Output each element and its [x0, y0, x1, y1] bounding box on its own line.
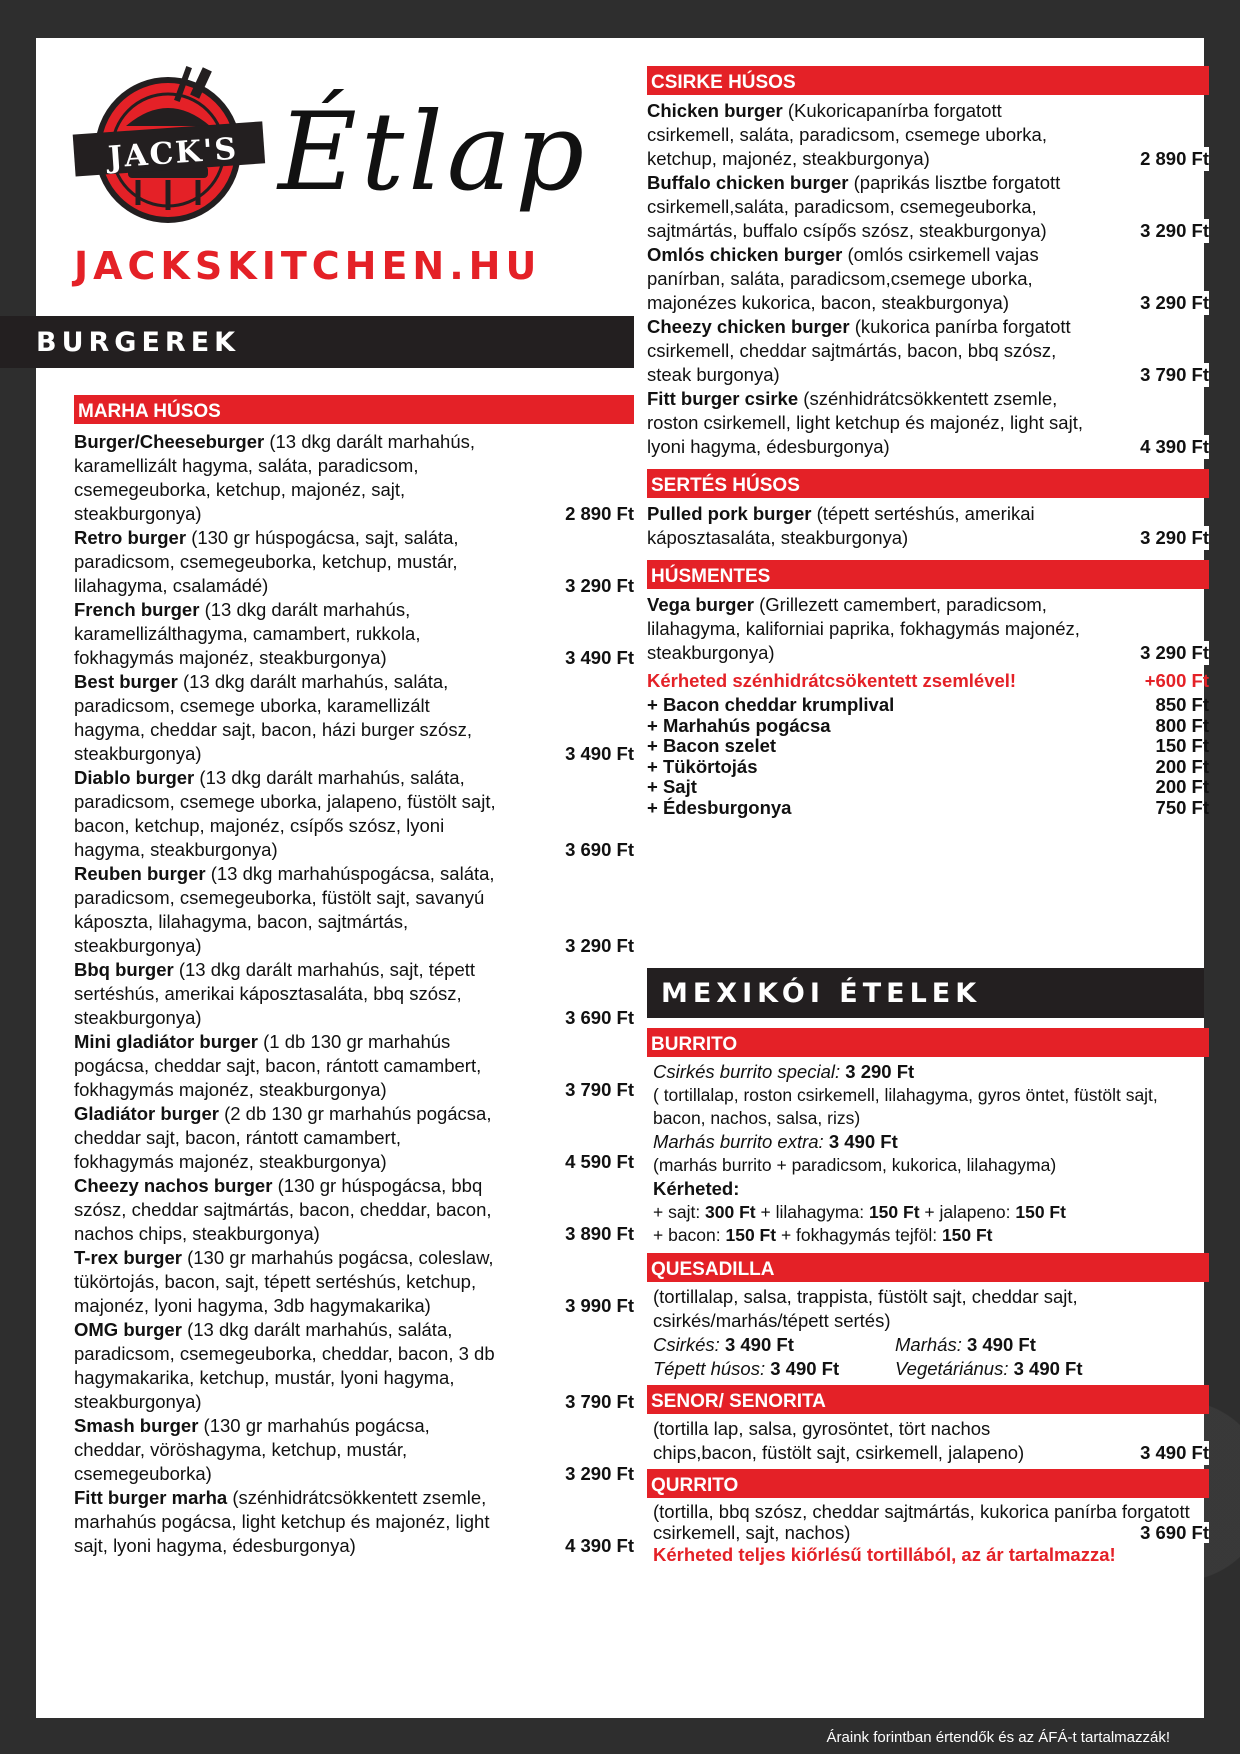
menu-item: [74, 1030, 634, 1102]
menu-item-name: Reuben burger: [74, 863, 206, 884]
menu-item-name: Bbq burger: [74, 959, 174, 980]
mexikoi-column: [647, 1028, 1209, 1567]
logo: [68, 60, 588, 260]
burrito-special-price: 3 290 Ft: [845, 1061, 915, 1082]
extra-item: [647, 736, 1209, 757]
menu-item: [74, 766, 634, 862]
extra-item-name: + Édesburgonya: [647, 796, 792, 818]
burrito-extra-name: Marhás burrito extra:: [653, 1131, 824, 1152]
menu-item-name: Chicken burger: [647, 100, 783, 121]
opt-tejfol: + fokhagymás tejföl:: [776, 1225, 942, 1245]
low-carb-text: Kérheted szénhidrátcsökentett zsemlével!: [647, 670, 1017, 691]
menu-item: [74, 862, 634, 958]
menu-item: [647, 99, 1209, 171]
menu-item-price: 3 290 Ft: [1136, 526, 1209, 550]
opt-bacon: + bacon:: [653, 1225, 726, 1245]
burrito-block: [647, 1060, 1209, 1247]
menu-item-name: Gladiátor burger: [74, 1103, 219, 1124]
menu-item-price: 3 290 Ft: [561, 934, 634, 958]
quesadilla-row-1: [653, 1333, 1209, 1357]
opt-lilahagyma-price: 150 Ft: [868, 1202, 920, 1222]
menu-item-name: French burger: [74, 599, 200, 620]
menu-item: [647, 171, 1209, 243]
menu-item-desc: (13 dkg darált marhahús, saláta, paradicsom, csemegeuborka, cheddar, bacon, 3 db hagymakarika, ketchup, mustár, lyoni hagyma, steakburgonya): [74, 1319, 495, 1412]
extra-item-name: + Marhahús pogácsa: [647, 714, 831, 736]
qurrito-price: 3 690 Ft: [1136, 1522, 1209, 1543]
extra-item-price: 850 Ft: [1155, 694, 1209, 715]
category-csirke: CSIRKE HÚSOS: [647, 66, 1209, 95]
menu-item: [74, 1318, 634, 1414]
menu-item-name: Smash burger: [74, 1415, 199, 1436]
extra-item-price: 750 Ft: [1155, 796, 1209, 818]
burrito-extra-price: 3 490 Ft: [828, 1131, 898, 1152]
menu-item-price: 4 390 Ft: [1136, 435, 1209, 459]
opt-tejfol-price: 150 Ft: [941, 1225, 993, 1245]
extra-item-name: + Tükörtojás: [647, 755, 758, 777]
quesadilla-row-2: [653, 1357, 1209, 1381]
menu-item-price: 3 790 Ft: [1136, 363, 1209, 387]
quesadilla-block: [647, 1285, 1209, 1381]
extra-item-name: + Bacon szelet: [647, 735, 777, 756]
menu-item: [74, 670, 634, 766]
menu-item-price: 3 490 Ft: [561, 646, 634, 670]
menu-page: [36, 38, 1209, 1718]
site-url[interactable]: JACKSKITCHEN.HU: [74, 244, 542, 288]
menu-item-price: 3 990 Ft: [561, 1294, 634, 1318]
menu-item: [74, 1246, 634, 1318]
menu-item-price: 3 290 Ft: [561, 1462, 634, 1486]
menu-item-desc: (1 db 130 gr marhahús pogácsa, cheddar sajt, bacon, rántott camambert, fokhagymás majonéz, steakburgonya): [74, 1031, 482, 1100]
quesadilla-vega: Vegetáriánus:: [895, 1358, 1009, 1379]
menu-item: [647, 243, 1209, 315]
menu-item-desc: (13 dkg marhahúspogácsa, saláta, paradicsom, csemegeuborka, füstölt sajt, savanyú káposzta, lilahagyma, bacon, sajtmártás, steakburgonya): [74, 863, 495, 956]
menu-item: [647, 502, 1209, 550]
menu-item: [74, 526, 634, 598]
menu-item-price: 3 690 Ft: [561, 838, 634, 862]
quesadilla-marhas-price: 3 490 Ft: [966, 1334, 1036, 1355]
menu-item: [74, 958, 634, 1030]
menu-item-desc: (130 gr marhahús pogácsa, coleslaw, tükörtojás, bacon, sajt, tépett sertéshús, ketchup, majonéz, lyoni hagyma, 3db hagymakarika): [74, 1247, 494, 1316]
category-quesadilla: QUESADILLA: [647, 1253, 1209, 1282]
extra-item: [647, 777, 1209, 798]
category-husmentes: HÚSMENTES: [647, 560, 1209, 589]
category-burrito: BURRITO: [647, 1028, 1209, 1057]
extra-item-name: + Sajt: [647, 776, 697, 797]
menu-item-price: 2 890 Ft: [1136, 147, 1209, 171]
menu-item: [647, 593, 1209, 665]
menu-item-price: 3 290 Ft: [1136, 641, 1209, 665]
menu-item-price: 3 690 Ft: [561, 1006, 634, 1030]
menu-item-name: Buffalo chicken burger: [647, 172, 849, 193]
left-column: [74, 395, 634, 1558]
menu-item-desc: (kukorica panírba forgatott csirkemell, cheddar sajtmártás, bacon, bbq szósz, steak burgonya): [647, 316, 1071, 385]
menu-item-desc: (szénhidrátcsökkentett zsemle, roston csirkemell, light ketchup és majonéz, light sajt, lyoni hagyma, édesburgonya): [647, 388, 1083, 457]
senor-item: [647, 1417, 1209, 1465]
menu-item: [647, 387, 1209, 459]
menu-item-name: Cheezy chicken burger: [647, 316, 850, 337]
menu-item-desc: (13 dkg darált marhahús, karamellizálthagyma, camambert, rukkola, fokhagymás majonéz, steakburgonya): [74, 599, 421, 668]
extra-item: [647, 798, 1209, 819]
right-column: [647, 66, 1209, 818]
menu-item-desc: (130 gr húspogácsa, bbq szósz, cheddar sajtmártás, bacon, cheddar, bacon, nachos chips, steakburgonya): [74, 1175, 492, 1244]
opt-jalapeno-price: 150 Ft: [1015, 1202, 1066, 1222]
section-title: BURGEREK: [36, 326, 241, 358]
menu-item-desc: (szénhidrátcsökkentett zsemle, marhahús pogácsa, light ketchup és majonéz, light sajt, lyoni hagyma, édesburgonya): [74, 1487, 490, 1556]
category-qurrito: QURRITO: [647, 1469, 1209, 1498]
extra-item: [647, 695, 1209, 716]
menu-item-name: OMG burger: [74, 1319, 182, 1340]
extra-item-price: 150 Ft: [1155, 735, 1209, 756]
menu-item-price: 3 790 Ft: [561, 1078, 634, 1102]
marha-list: [74, 430, 634, 1558]
menu-item: [74, 1102, 634, 1174]
menu-item-desc: (13 dkg darált marhahús, karamellizált hagyma, saláta, paradicsom, csemegeuborka, ketchup, majonéz, sajt, steakburgonya): [74, 431, 476, 524]
opt-sajt: + sajt:: [653, 1202, 706, 1222]
extra-item-name: + Bacon cheddar krumplival: [647, 694, 895, 715]
menu-item-name: Diablo burger: [74, 767, 195, 788]
extra-item-price: 200 Ft: [1155, 776, 1209, 797]
menu-item-desc: (Kukoricapanírba forgatott csirkemell, saláta, paradicsom, csemege uborka, ketchup, majonéz, steakburgonya): [647, 100, 1047, 169]
husmentes-list: [647, 593, 1209, 665]
low-carb-note: [647, 669, 1209, 693]
menu-item-desc: (130 gr marhahús pogácsa, cheddar, vöröshagyma, ketchup, mustár, csemegeuborka): [74, 1415, 430, 1484]
section-banner-mexikoi: [647, 968, 1204, 1018]
menu-item: [74, 1486, 634, 1558]
menu-item-name: Vega burger: [647, 594, 754, 615]
menu-item-desc: (Grillezett camembert, paradicsom, lilahagyma, kaliforniai paprika, fokhagymás majonéz, steakburgonya): [647, 594, 1080, 663]
opt-jalapeno: + jalapeno:: [919, 1202, 1016, 1222]
menu-item-desc: (2 db 130 gr marhahús pogácsa, cheddar sajt, bacon, rántott camambert, fokhagymás majonéz, steakburgonya): [74, 1103, 492, 1172]
logo-text: JACK'S: [106, 131, 240, 176]
menu-item: [74, 598, 634, 670]
burrito-special-name: Csirkés burrito special:: [653, 1061, 841, 1082]
script-title: Étlap: [278, 90, 589, 215]
opt-lilahagyma: + lilahagyma:: [755, 1202, 869, 1222]
menu-item-desc: (13 dkg darált marhahús, sajt, tépett sertéshús, amerikai káposztasaláta, bbq szósz, steakburgonya): [74, 959, 476, 1028]
menu-item-name: Fitt burger csirke: [647, 388, 799, 409]
quesadilla-tepett: Tépett húsos:: [653, 1358, 766, 1379]
opt-bacon-price: 150 Ft: [725, 1225, 777, 1245]
menu-item-name: Omlós chicken burger: [647, 244, 843, 265]
low-carb-price: +600 Ft: [1144, 670, 1209, 691]
section-title-mexikoi: MEXIKÓI ÉTELEK: [661, 977, 982, 1009]
menu-item-name: Fitt burger marha: [74, 1487, 228, 1508]
menu-item-price: 3 790 Ft: [561, 1390, 634, 1414]
opt-sajt-price: 300 Ft: [705, 1202, 756, 1222]
menu-item-price: 3 890 Ft: [561, 1222, 634, 1246]
extra-item: [647, 757, 1209, 778]
menu-item-name: Best burger: [74, 671, 178, 692]
burrito-special-desc: ( tortillalap, roston csirkemell, lilahagyma, gyros öntet, füstölt sajt, bacon, nachos, salsa, rizs): [653, 1085, 1158, 1128]
menu-item-desc: (paprikás lisztbe forgatott csirkemell,saláta, paradicsom, csemegeuborka, sajtmártás, buffalo csípős szósz, steakburgonya): [647, 172, 1061, 241]
quesadilla-vega-price: 3 490 Ft: [1013, 1358, 1083, 1379]
section-banner-burgerek: [0, 316, 634, 368]
menu-item-price: 3 290 Ft: [1136, 219, 1209, 243]
category-sertes: SERTÉS HÚSOS: [647, 469, 1209, 498]
csirke-list: [647, 99, 1209, 459]
qurrito-desc: (tortilla, bbq szósz, cheddar sajtmártás, kukorica panírba forgatott csirkemell, sajt, nachos): [653, 1501, 1190, 1543]
menu-item-desc: (130 gr húspogácsa, sajt, saláta, paradicsom, csemegeuborka, ketchup, mustár, lilahagyma, csalamádé): [74, 527, 459, 596]
quesadilla-desc: (tortillalap, salsa, trappista, füstölt sajt, cheddar sajt, csirkés/marhás/tépett sertés): [653, 1286, 1078, 1331]
menu-item-name: Burger/Cheeseburger: [74, 431, 265, 452]
quesadilla-tepett-price: 3 490 Ft: [770, 1358, 840, 1379]
qurrito-note: Kérheted teljes kiőrlésű tortillából, az ár tartalmazza!: [653, 1544, 1116, 1565]
menu-item-desc: (omlós csirkemell vajas panírban, saláta, paradicsom,csemege uborka, majonézes kukorica, bacon, steakburgonya): [647, 244, 1039, 313]
category-senor: SENOR/ SENORITA: [647, 1385, 1209, 1414]
menu-item-price: 4 390 Ft: [561, 1534, 634, 1558]
menu-item-price: 2 890 Ft: [561, 502, 634, 526]
qurrito-item: [647, 1501, 1209, 1543]
menu-item: [74, 430, 634, 526]
burrito-extra-desc: (marhás burrito + paradicsom, kukorica, lilahagyma): [653, 1155, 1057, 1175]
menu-item-name: T-rex burger: [74, 1247, 182, 1268]
menu-item: [647, 315, 1209, 387]
menu-item-price: 3 490 Ft: [561, 742, 634, 766]
burrito-options-1: [653, 1201, 1209, 1224]
extra-item-price: 800 Ft: [1155, 714, 1209, 736]
menu-item-desc: (13 dkg darált marhahús, saláta, paradicsom, csemege uborka, jalapeno, füstölt sajt, bacon, ketchup, majonéz, csípős szósz, lyoni hagyma, steakburgonya): [74, 767, 496, 860]
menu-item-name: Retro burger: [74, 527, 187, 548]
menu-item-price: 3 290 Ft: [561, 574, 634, 598]
menu-item-name: Cheezy nachos burger: [74, 1175, 273, 1196]
quesadilla-marhas: Marhás:: [895, 1334, 962, 1355]
extras-list: [647, 695, 1209, 818]
menu-item-desc: (13 dkg darált marhahús, saláta, paradicsom, csemege uborka, karamellizált hagyma, cheddar sajt, bacon, házi burger szósz, steakburgonya): [74, 671, 472, 764]
menu-item-price: 3 290 Ft: [1136, 291, 1209, 315]
footer-note: Áraink forintban értendők és az ÁFÁ-t tartalmazzák!: [826, 1729, 1170, 1746]
burrito-special: [653, 1060, 1209, 1084]
kerheted-label: Kérheted:: [653, 1178, 740, 1199]
burrito-options-2: [653, 1224, 1209, 1247]
senor-price: 3 490 Ft: [1136, 1441, 1209, 1465]
menu-item: [74, 1414, 634, 1486]
sertes-list: [647, 502, 1209, 550]
extra-item: [647, 716, 1209, 737]
senor-desc: (tortilla lap, salsa, gyrosöntet, tört nachos chips,bacon, füstölt sajt, csirkemell, jalapeno): [653, 1418, 1025, 1463]
burrito-extra: [653, 1130, 1209, 1154]
menu-item-desc: (tépett sertéshús, amerikai káposztasaláta, steakburgonya): [647, 503, 1035, 548]
menu-item-name: Pulled pork burger: [647, 503, 812, 524]
menu-item-price: 4 590 Ft: [561, 1150, 634, 1174]
extra-item-price: 200 Ft: [1155, 755, 1209, 777]
quesadilla-csirkes: Csirkés:: [653, 1334, 720, 1355]
quesadilla-csirkes-price: 3 490 Ft: [724, 1334, 794, 1355]
menu-item: [74, 1174, 634, 1246]
category-marha: MARHA HÚSOS: [74, 395, 634, 424]
menu-item-name: Mini gladiátor burger: [74, 1031, 258, 1052]
